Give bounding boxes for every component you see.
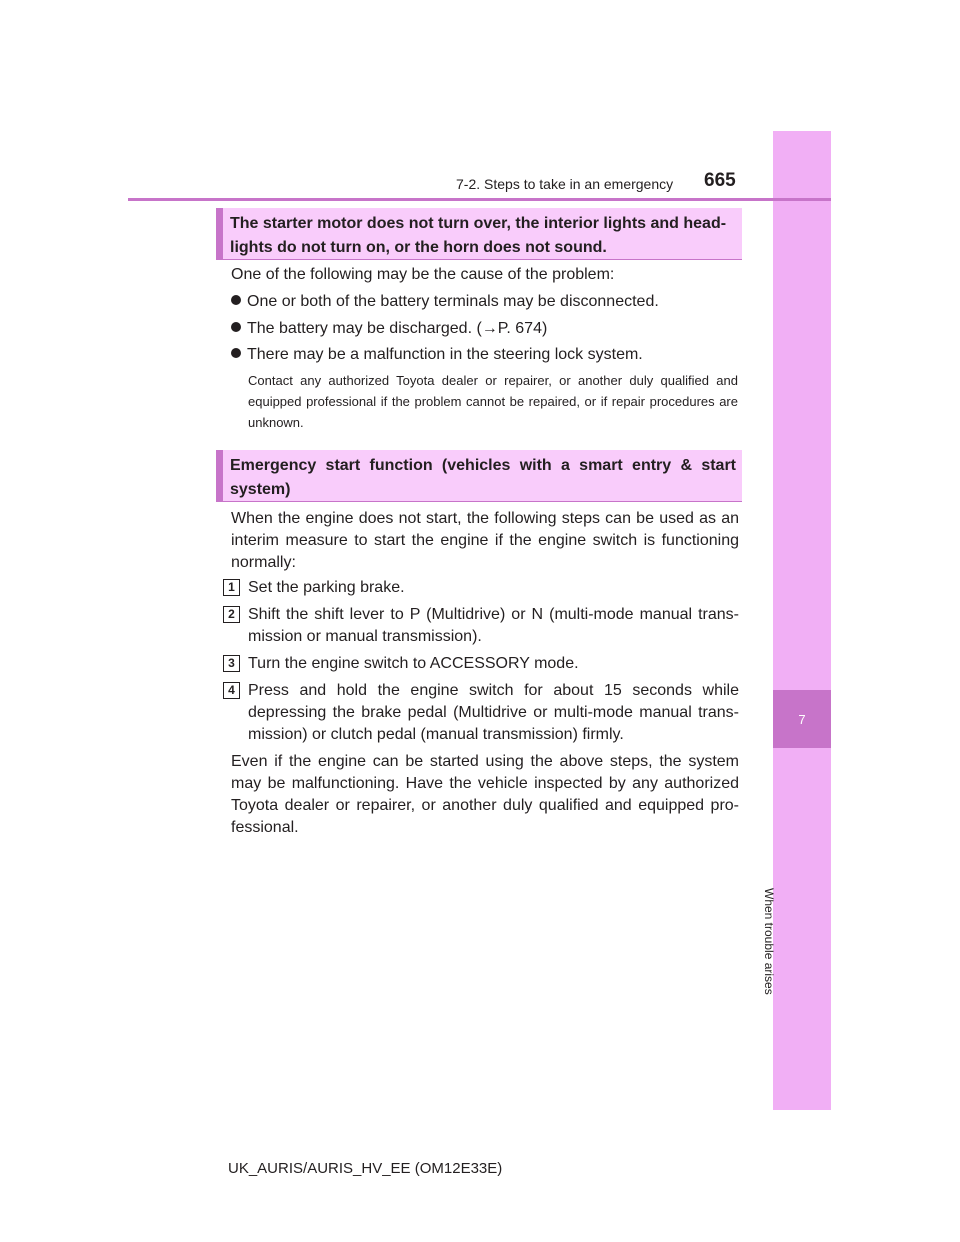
- bullet-icon: [231, 295, 241, 305]
- step-text: Shift the shift lever to P (Multidrive) or N (multi-mode manual trans-mission or manual transmission).: [248, 606, 739, 645]
- step-number-badge: 1: [223, 579, 240, 596]
- step-text: Turn the engine switch to ACCESSORY mode.: [248, 655, 579, 672]
- list-item: One or both of the battery terminals may be disconnected.: [231, 290, 741, 314]
- step-number-badge: 4: [223, 682, 240, 699]
- step-text: Set the parking brake.: [248, 579, 405, 596]
- section1-intro: One of the following may be the cause of the problem:: [231, 266, 615, 283]
- header-rule: [128, 198, 831, 201]
- document-code: UK_AURIS/AURIS_HV_EE (OM12E33E): [228, 1160, 503, 1177]
- step-text: Press and hold the engine switch for about 15 seconds while depressing the brake pedal (Multidrive or multi-mode manual trans-mission) or clutch pedal (manual transmission) firmly.: [248, 682, 739, 743]
- chapter-title: When trouble arises: [762, 888, 776, 995]
- list-item: The battery may be discharged. (→P. 674): [231, 317, 741, 341]
- section2-intro: When the engine does not start, the following steps can be used as an interim measure to start the engine if the engine switch is functioning normally:: [231, 510, 739, 571]
- chapter-number: 7: [798, 712, 806, 727]
- chapter-tab: [773, 131, 831, 1110]
- closing-paragraph: Even if the engine can be started using the above steps, the system may be malfunctioning. Have the vehicle inspected by any authorized Toyota dealer or repairer, or another duly qualified and equipped pro-fessional.: [231, 753, 739, 836]
- section-title: 7-2. Steps to take in an emergency: [456, 176, 674, 192]
- bullet-icon: [231, 322, 241, 332]
- contact-note: Contact any authorized Toyota dealer or repairer, or another duly qualified and equipped professional if the problem cannot be repaired, or if repair procedures are unknown.: [248, 373, 738, 430]
- list-item: There may be a malfunction in the steering lock system.: [231, 343, 741, 367]
- bullet-icon: [231, 348, 241, 358]
- step-number-badge: 3: [223, 655, 240, 672]
- heading-starter-motor: The starter motor does not turn over, the interior lights and head-lights do not turn on, or the horn does not sound.: [216, 208, 742, 260]
- heading-emergency-start: Emergency start function (vehicles with a smart entry & start system): [216, 450, 742, 502]
- page-number: 665: [704, 170, 736, 191]
- step-number-badge: 2: [223, 606, 240, 623]
